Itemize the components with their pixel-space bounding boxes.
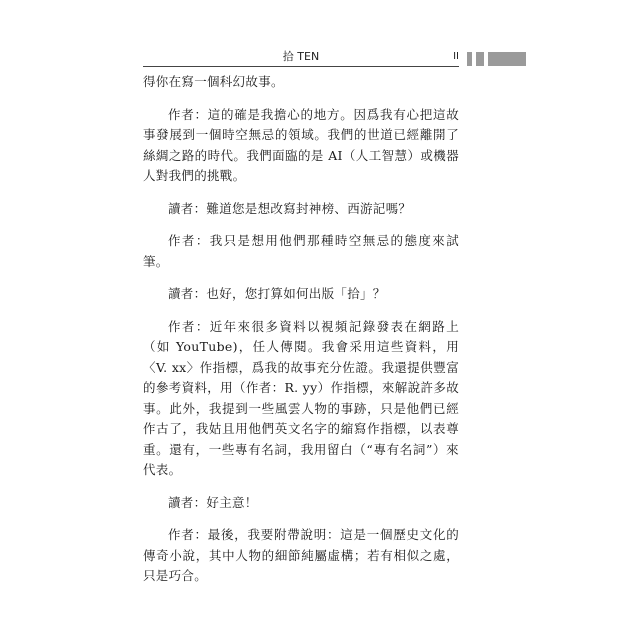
thumb-tab-2	[476, 52, 484, 66]
paragraph-continuation: 得你在寫一個科幻故事。	[143, 74, 284, 89]
paragraph-author-1: 作者：這的確是我擔心的地方。因爲我有心把這故事發展到一個時空無忌的領域。我們的世道已經離開了絲綢之路的時代。我們面臨的是 AI（人工智慧）或機器人對我們的挑戰。	[143, 106, 459, 183]
header-rule	[143, 66, 459, 67]
body-text	[143, 72, 459, 599]
page-number: II	[453, 51, 459, 62]
running-header	[143, 50, 517, 66]
thumb-tab-1	[467, 52, 472, 66]
paragraph-author-3: 作者：近年來很多資料以視頻記錄發表在網路上（如 YouTube)，任人傳閱。我會采用這些資料，用〈V. xx〉作指標，爲我的故事充分佐證。我還提供豐富的參考資料，用（作者：R. yy）作指標，來解說許多故事。此外，我提到一些風雲人物的事跡，只是他們已經作古了，我姑且用他們英文名字的縮寫作指標，以表尊重。還有，一些專有名詞，我用留白（“專有名詞”）來代表。	[143, 318, 459, 477]
paragraph-reader-1: 讀者：難道您是想改寫封神榜、西游記嗎？	[168, 200, 412, 216]
header-title: 拾 TEN	[282, 50, 320, 63]
thumb-tab-3	[488, 52, 526, 66]
paragraph-author-4: 作者：最後，我要附帶說明：這是一個歷史文化的傳奇小說，其中人物的細節純屬虛構；若有相似之處，只是巧合。	[143, 527, 459, 583]
paragraph-author-2: 作者：我只是想用他們那種時空無忌的態度來試筆。	[143, 233, 459, 269]
paragraph-reader-2: 讀者：也好，您打算如何出版「拾」？	[168, 286, 386, 301]
paragraph-reader-3: 讀者：好主意！	[168, 494, 258, 510]
